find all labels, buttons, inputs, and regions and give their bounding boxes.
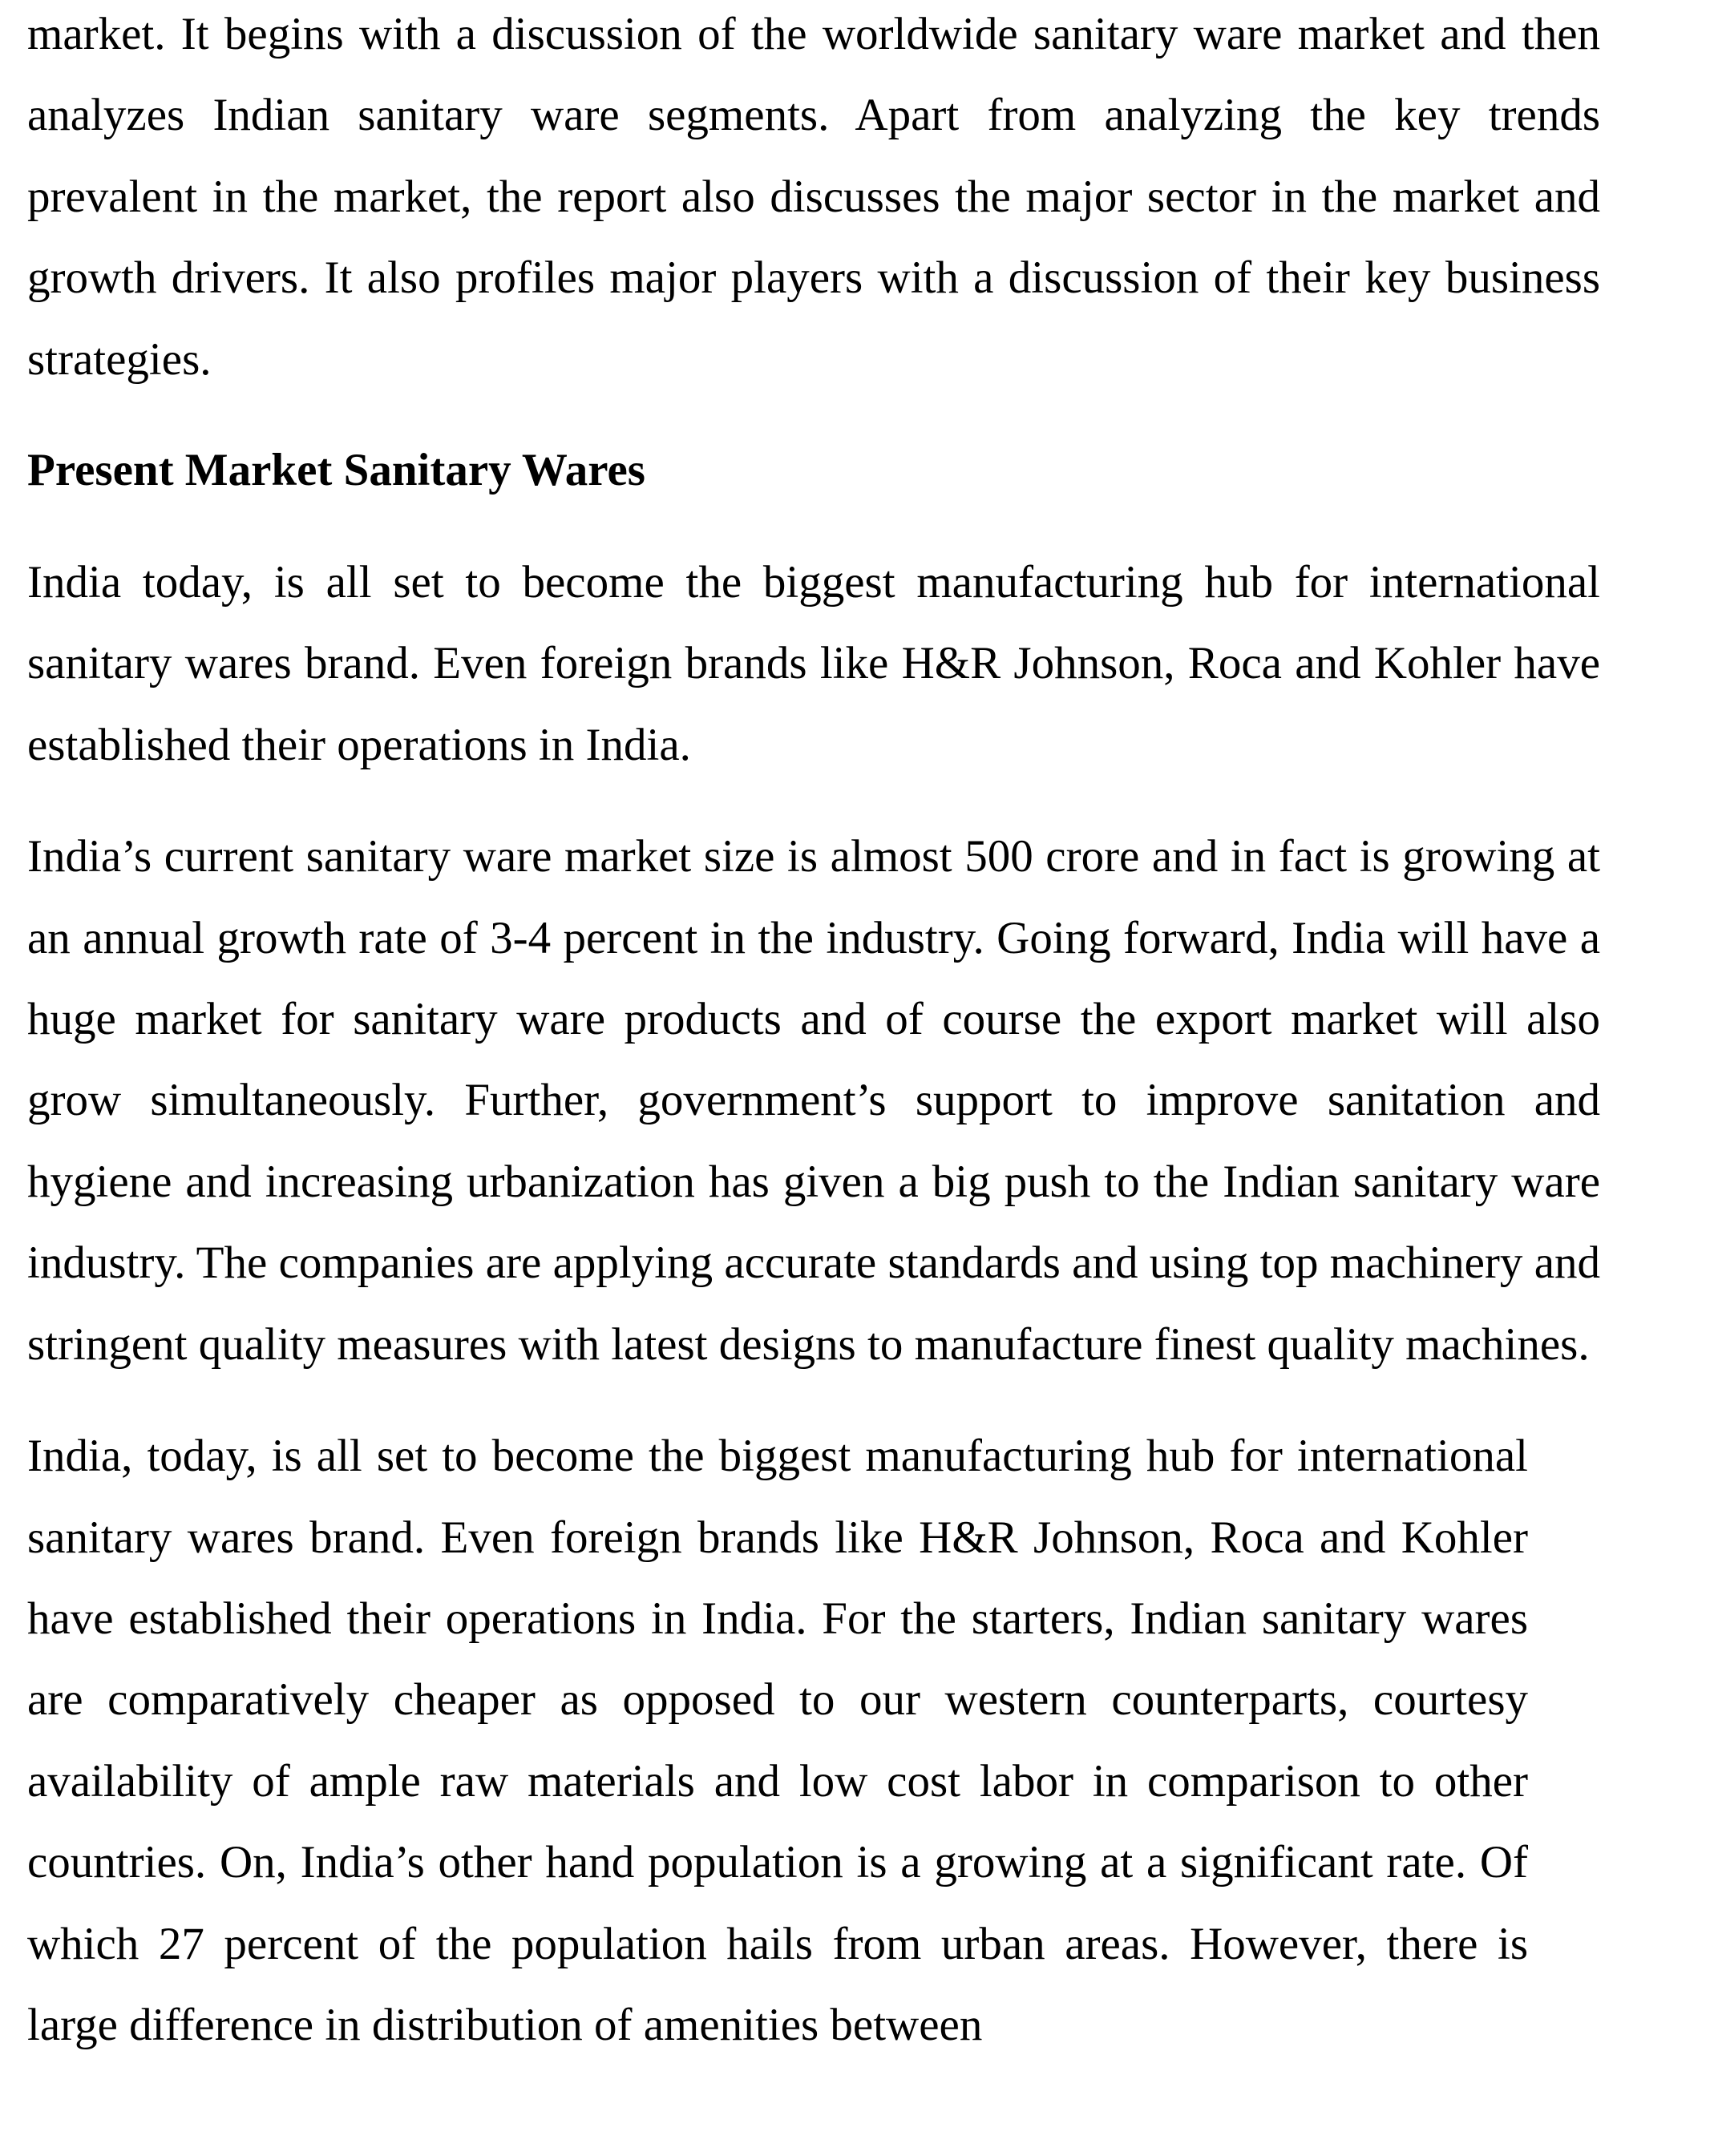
paragraph-3: India, today, is all set to become the biggest manufacturing hub for international sanitary wares brand. Even foreign brands like H&R Johnson, Roca and Kohler have established their operations in India. For the starters, Indian sanitary wares are comparatively cheaper as opposed to our western counterparts, courtesy availability of ample raw materials and low cost labor in comparison to other countries. On, India’s other hand population is a growing at a significant rate. Of which 27 percent of the population hails from urban areas. However, there is large difference in distribution of amenities between <box>27 1431 1528 2050</box>
paragraph-2: India’s current sanitary ware market size is almost 500 crore and in fact is growing at an annual growth rate of 3-4 percent in the industry. Going forward, India will have a huge market for sanitary ware products and of course the export market will also grow simultaneously. Further, government’s support to improve sanitation and hygiene and increasing urbanization has given a big push to the Indian sanitary ware industry. The companies are applying accurate standards and using top machinery and stringent quality measures with latest designs to manufacture finest quality machines. <box>27 831 1600 1370</box>
paragraph-intro: market. It begins with a discussion of the worldwide sanitary ware market and then analyzes Indian sanitary ware segments. Apart from analyzing the key trends prevalent in the market, the report also discusses the major sector in the market and growth drivers. It also profiles major players with a discussion of their key business strategies. <box>27 9 1600 385</box>
document-page <box>27 0 1600 2065</box>
section-heading: Present Market Sanitary Wares <box>27 445 645 496</box>
paragraph-1: India today, is all set to become the biggest manufacturing hub for international sanitary wares brand. Even foreign brands like H&R Johnson, Roca and Kohler have established their operations in India. <box>27 557 1600 770</box>
